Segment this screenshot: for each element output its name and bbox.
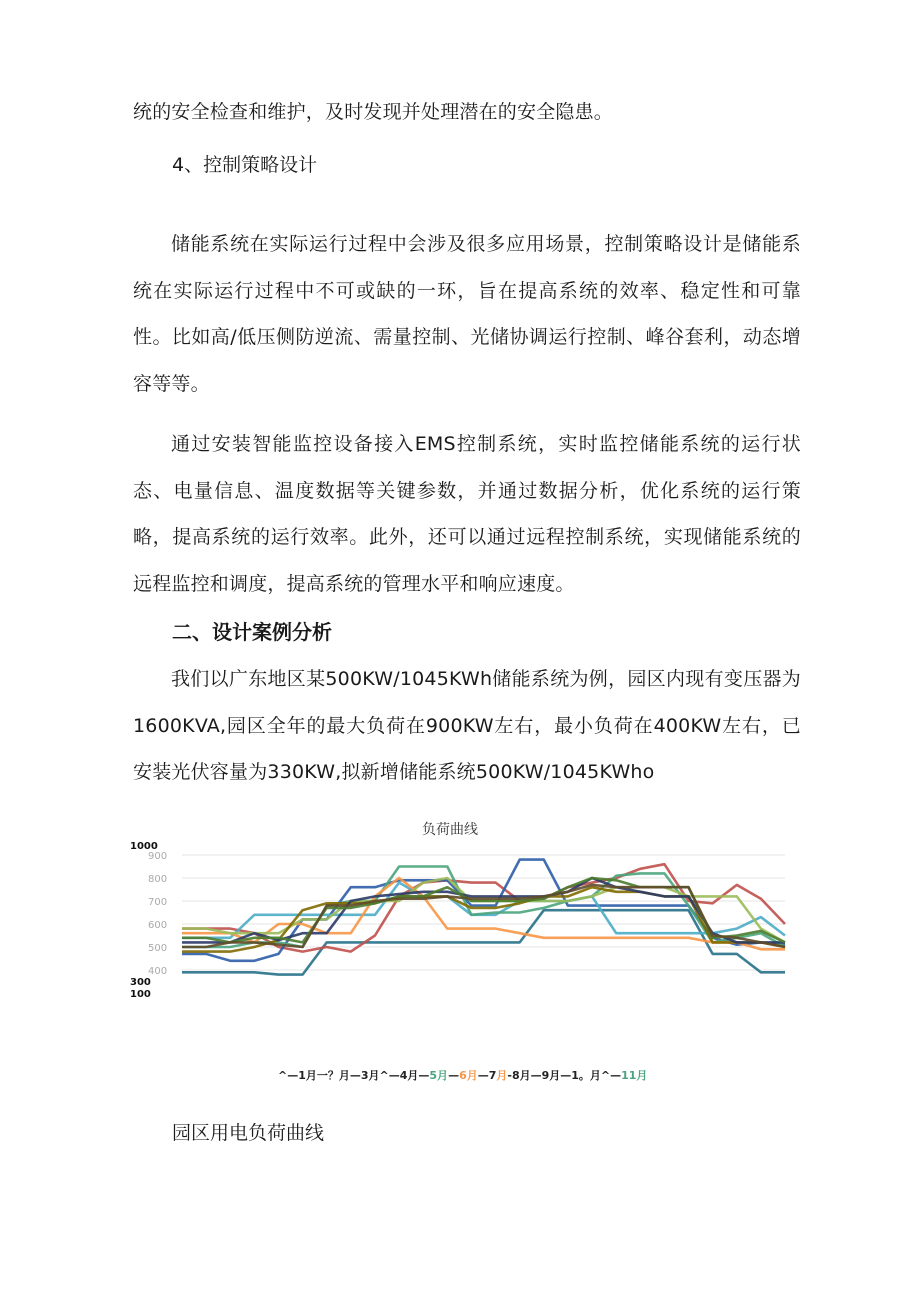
load-curve-chart xyxy=(120,810,800,1020)
y-tick-label-bottom-300: 300 xyxy=(130,977,151,988)
chart-series-lines xyxy=(182,860,785,975)
paragraph-ems-monitoring: 通过安装智能监控设备接入EMS控制系统，实时监控储能系统的运行状态、电量信息、温度数据等关键参数，并通过数据分析，优化系统的运行策略，提高系统的运行效率。此外，还可以通过远程控制系统，实现储能系统的远程监控和调度，提高系统的管理水平和响应速度。 xyxy=(133,433,801,595)
y-tick-label-500: 500 xyxy=(148,943,168,954)
y-tick-label-700: 700 xyxy=(148,897,168,908)
legend-text-6: 6月 xyxy=(459,1069,478,1082)
paragraph-continuation: 统的安全检查和维护，及时发现并处理潜在的安全隐患。 xyxy=(133,101,614,123)
y-tick-label-600: 600 xyxy=(148,920,168,931)
paragraph-case-study: 我们以广东地区某500KW/1045KWh储能系统为例，园区内现有变压器为1600KVA,园区全年的最大负荷在900KW左右，最小负荷在400KW左右，已安装光伏容量为330KW,拟新增储能系统500KW/1045KWho xyxy=(133,668,801,783)
legend-text-5: 5月 xyxy=(429,1069,449,1082)
y-tick-label-bottom-100: 100 xyxy=(130,989,151,1000)
legend-text-11: 11月 xyxy=(621,1069,648,1082)
chart-legend xyxy=(278,1067,647,1083)
chart-title: 负荷曲线 xyxy=(422,822,478,838)
legend-text-a: ^—1月一？月—3月^—4月— xyxy=(278,1069,430,1082)
y-tick-label-400: 400 xyxy=(148,966,168,977)
legend-dash: — xyxy=(448,1069,460,1082)
paragraph-control-strategy: 储能系统在实际运行过程中会涉及很多应用场景，控制策略设计是储能系统在实际运行过程中不可或缺的一环，旨在提高系统的效率、稳定性和可靠性。比如高/低压侧防逆流、需量控制、光储协调运行控制、峰谷套利，动态增容等等。 xyxy=(133,233,801,395)
y-tick-label-top: 1000 xyxy=(130,841,158,852)
legend-text-mid: —7 xyxy=(477,1069,497,1082)
legend-text-7: 月 xyxy=(496,1069,508,1082)
y-tick-label-900: 900 xyxy=(148,851,168,862)
section-2-title: 二、设计案例分析 xyxy=(172,620,332,644)
chart-caption: 园区用电负荷曲线 xyxy=(172,1122,325,1144)
legend-text-b: -8月—9月—1。月^— xyxy=(507,1069,622,1082)
y-tick-label-800: 800 xyxy=(148,874,168,885)
chart-y-axis xyxy=(130,841,167,1000)
section-4-title: 4、控制策略设计 xyxy=(172,154,318,176)
